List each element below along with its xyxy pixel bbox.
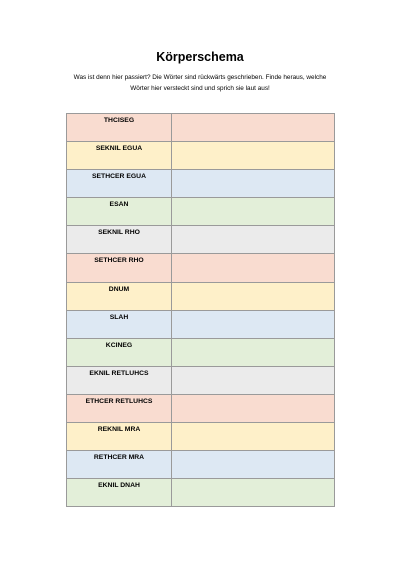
answer-cell[interactable] bbox=[172, 394, 335, 422]
reversed-word: EKNIL DNAH bbox=[67, 479, 172, 507]
table-row bbox=[67, 338, 335, 366]
instructions bbox=[50, 72, 350, 94]
reversed-word: THCISEG bbox=[67, 114, 172, 142]
reversed-word: SETHCER EGUA bbox=[67, 170, 172, 198]
answer-cell[interactable] bbox=[172, 254, 335, 282]
reversed-word: RETHCER MRA bbox=[67, 451, 172, 479]
table-row bbox=[67, 142, 335, 170]
instructions-line-1: Was ist denn hier passiert? Die Wörter sind rückwärts geschrieben. Finde heraus, welche bbox=[73, 74, 327, 81]
answer-cell[interactable] bbox=[172, 338, 335, 366]
answer-cell[interactable] bbox=[172, 479, 335, 507]
table-row bbox=[67, 254, 335, 282]
word-table bbox=[66, 113, 335, 507]
table-row bbox=[67, 423, 335, 451]
reversed-word: SEKNIL RHO bbox=[67, 226, 172, 254]
reversed-word: KCINEG bbox=[67, 338, 172, 366]
answer-cell[interactable] bbox=[172, 423, 335, 451]
table-row bbox=[67, 394, 335, 422]
table-row bbox=[67, 282, 335, 310]
table-row bbox=[67, 226, 335, 254]
reversed-word: SLAH bbox=[67, 310, 172, 338]
table-row bbox=[67, 170, 335, 198]
reversed-word: ETHCER RETLUHCS bbox=[67, 394, 172, 422]
table-row bbox=[67, 114, 335, 142]
answer-cell[interactable] bbox=[172, 114, 335, 142]
table-row bbox=[67, 310, 335, 338]
table-row bbox=[67, 451, 335, 479]
reversed-word: DNUM bbox=[67, 282, 172, 310]
reversed-word: REKNIL MRA bbox=[67, 423, 172, 451]
answer-cell[interactable] bbox=[172, 142, 335, 170]
answer-cell[interactable] bbox=[172, 170, 335, 198]
reversed-word: EKNIL RETLUHCS bbox=[67, 366, 172, 394]
table-row bbox=[67, 479, 335, 507]
answer-cell[interactable] bbox=[172, 451, 335, 479]
answer-cell[interactable] bbox=[172, 198, 335, 226]
reversed-word: ESAN bbox=[67, 198, 172, 226]
reversed-word: SEKNIL EGUA bbox=[67, 142, 172, 170]
instructions-line-2: Wörter hier versteckt sind und sprich sie laut aus! bbox=[130, 85, 270, 92]
answer-cell[interactable] bbox=[172, 226, 335, 254]
answer-cell[interactable] bbox=[172, 366, 335, 394]
table-row bbox=[67, 198, 335, 226]
answer-cell[interactable] bbox=[172, 282, 335, 310]
reversed-word: SETHCER RHO bbox=[67, 254, 172, 282]
word-table-body bbox=[67, 114, 335, 507]
answer-cell[interactable] bbox=[172, 310, 335, 338]
page-title: Körperschema bbox=[156, 50, 244, 64]
table-row bbox=[67, 366, 335, 394]
